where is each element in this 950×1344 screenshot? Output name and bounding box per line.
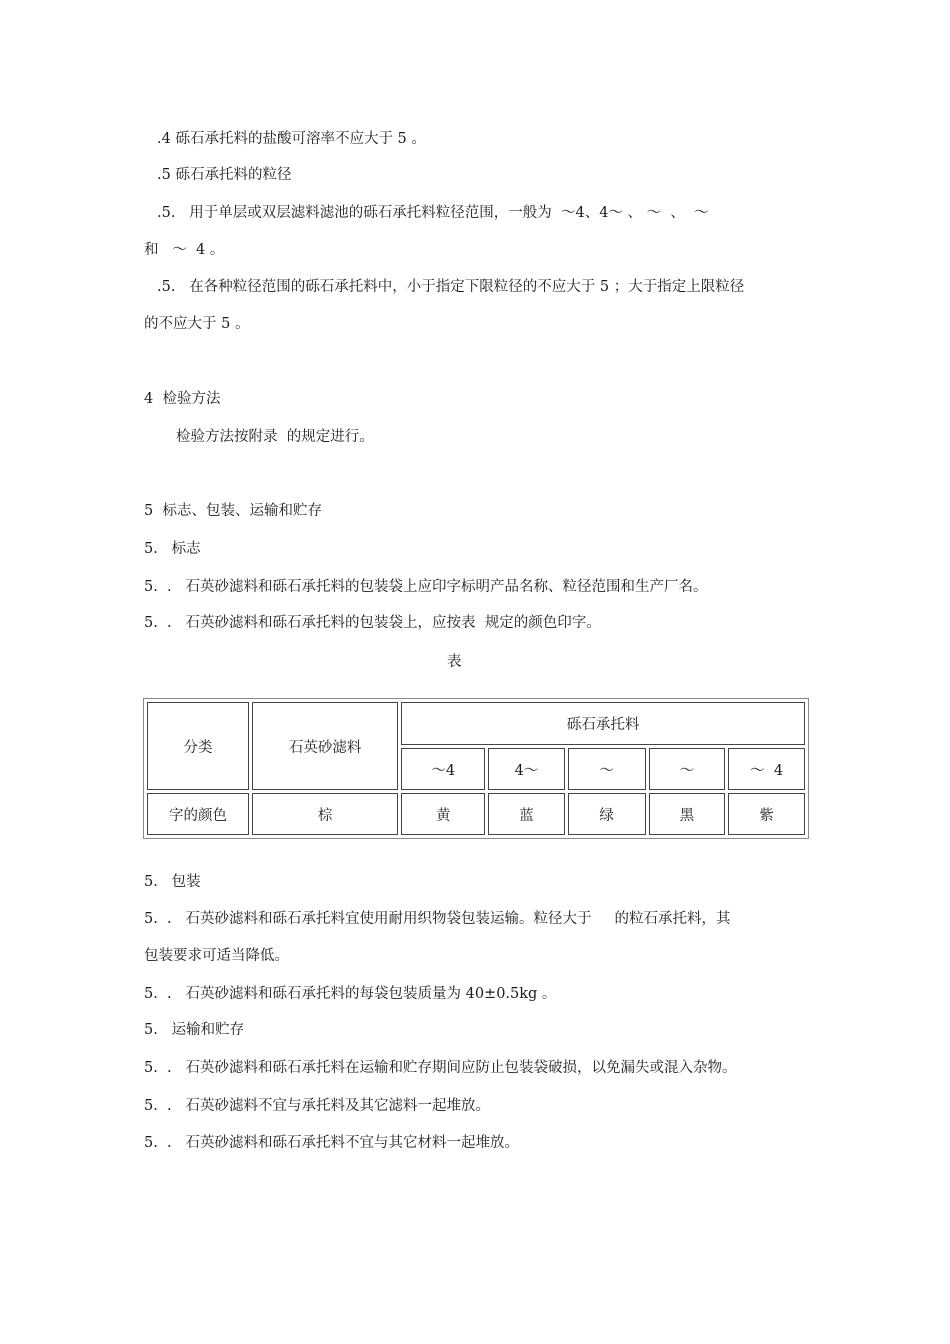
clause-5-3-1: 5. . 石英砂滤料和砾石承托料在运输和贮存期间应防止包装袋破损，以免漏失或混入杂物。: [144, 1060, 737, 1076]
range-cell: ～: [568, 748, 646, 790]
clause-5-2: 5. 包装: [144, 874, 201, 890]
clause-5-3-2: 5. . 石英砂滤料不宜与承托料及其它滤料一起堆放。: [144, 1098, 490, 1114]
color-cell: 棕: [252, 793, 398, 835]
range-cell: ～: [649, 748, 726, 790]
color-cell: 黄: [401, 793, 485, 835]
range-cell: 4～: [488, 748, 565, 790]
clause-3-5: .5 砾石承托料的粒径: [157, 167, 292, 183]
color-cell: 蓝: [488, 793, 565, 835]
clause-3-5-2: .5. 在各种粒径范围的砾石承托料中，小于指定下限粒径的不应大于 5 ；大于指定上限粒径: [157, 279, 745, 295]
clause-3-4: .4 砾石承托料的盐酸可溶率不应大于 5 。: [157, 131, 426, 147]
section-5-heading: 5 标志、包装、运输和贮存: [144, 503, 322, 519]
row-label-color: 字的颜色: [147, 793, 249, 835]
color-table: [143, 698, 809, 839]
color-cell: 绿: [568, 793, 646, 835]
clause-5-1-2: 5. . 石英砂滤料和砾石承托料的包装袋上，应按表 规定的颜色印字。: [144, 615, 601, 631]
clause-5-1-1: 5. . 石英砂滤料和砾石承托料的包装袋上应印字标明产品名称、粒径范围和生产厂名。: [144, 579, 708, 595]
clause-5-1: 5. 标志: [144, 541, 201, 557]
clause-5-3-3: 5. . 石英砂滤料和砾石承托料不宜与其它材料一起堆放。: [144, 1135, 519, 1151]
clause-3-5-1: .5. 用于单层或双层滤料滤池的砾石承托料粒径范围，一般为 ～4、4～ 、 ～ 、 ～: [157, 205, 709, 221]
header-quartz-sand: 石英砂滤料: [252, 702, 398, 790]
color-cell: 紫: [728, 793, 805, 835]
range-cell: ～ 4: [728, 748, 805, 790]
clause-5-2-1: 5. . 石英砂滤料和砾石承托料宜使用耐用织物袋包装运输。粒径大于 的粒石承托料，其: [144, 911, 731, 927]
clause-5-2-2: 5. . 石英砂滤料和砾石承托料的每袋包装质量为 40±0.5kg 。: [144, 986, 557, 1002]
table-title: 表: [447, 654, 462, 670]
range-cell: ～4: [401, 748, 485, 790]
header-gravel: 砾石承托料: [401, 702, 805, 745]
color-cell: 黑: [649, 793, 726, 835]
header-category: 分类: [147, 702, 249, 790]
clause-3-5-2-cont: 的不应大于 5 。: [144, 316, 250, 332]
section-4-heading: 4 检验方法: [144, 391, 221, 407]
clause-5-3: 5. 运输和贮存: [144, 1022, 245, 1038]
clause-5-2-1-cont: 包装要求可适当降低。: [144, 948, 289, 964]
section-4-body: 检验方法按附录 的规定进行。: [176, 429, 374, 445]
clause-3-5-1-cont: 和 ～ 4 。: [144, 242, 225, 258]
